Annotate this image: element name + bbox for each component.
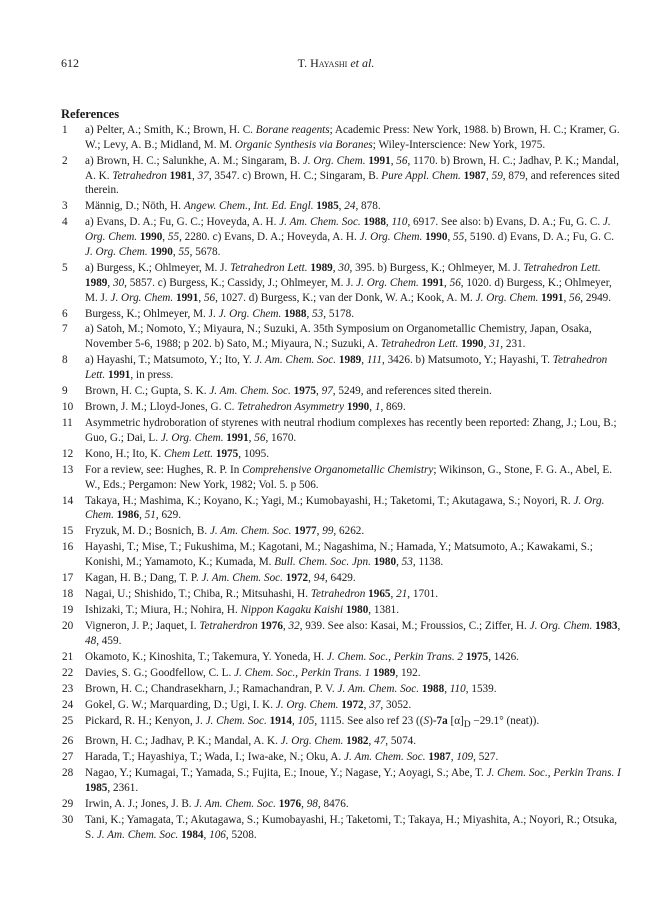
reference-item [62, 353, 622, 383]
reference-text: Asymmetric hydroboration of styrenes with neutral rhodium complexes has recently been reported: Zhang, J.; Lou, B.; Guo, G.; Dai, L. J. Org. Chem. 1991, 56, 1670. [85, 417, 617, 444]
reference-number: 26 [62, 735, 74, 747]
reference-text: a) Burgess, K.; Ohlmeyer, M. J. Tetrahedron Lett. 1989, 30, 395. b) Burgess, K.; Ohlmeyer, M. J. Tetrahedron Lett. 1989, 30, 5857. c) Burgess, K.; Cassidy, J.; Ohlmeyer, M. J. J. Org. Chem. 1991, 56, 1020. d) Burgess, K.; Ohlmeyer, M. J. J. Org. Chem. 1991, 56, 1027. d) Burgess, K.; van der Donk, W. A.; Kook, A. M. J. Org. Chem. 1991, 56, 2949. [85, 261, 612, 304]
reference-item [62, 619, 622, 649]
reference-item [62, 766, 622, 796]
reference-text: Brown, H. C.; Jadhav, P. K.; Mandal, A. K. J. Org. Chem. 1982, 47, 5074. [85, 735, 417, 747]
reference-text: Kagan, H. B.; Dang, T. P. J. Am. Chem. Soc. 1972, 94, 6429. [85, 572, 356, 585]
reference-text: a) Satoh, M.; Nomoto, Y.; Miyaura, N.; Suzuki, A. 35th Symposium on Organometallic Chemistry, Japan, Osaka, November 5-6, 1988; p 202. b) Sato, M.; Miyaura, N.; Suzuki, A. Tetrahedron Lett. 1990, 31, 231. [85, 323, 592, 351]
reference-number: 29 [62, 797, 74, 810]
reference-text: a) Pelter, A.; Smith, K.; Brown, H. C. Borane reagents; Academic Press: New York, 1988. b) Brown, H. C.; Kramer, G. W.; Levy, A. B.; Midland, M. M. Organic Synthesis via Boranes; Wiley-Interscience: New York, 1975. [85, 124, 620, 151]
reference-number: 13 [62, 463, 74, 476]
reference-item [62, 540, 622, 570]
reference-text: Tani, K.; Yamagata, T.; Akutagawa, S.; Kumobayashi, H.; Taketomi, T.; Takaya, H.; Miyashita, A.; Noyori, R.; Otsuka, S. J. Am. Chem. Soc. 1984, 106, 5208. [85, 813, 618, 841]
reference-text: Irwin, A. J.; Jones, J. B. J. Am. Chem. Soc. 1976, 98, 8476. [85, 797, 349, 810]
reference-item [62, 123, 622, 153]
reference-text: Männig, D.; Nöth, H. Angew. Chem., Int. Ed. Engl. 1985, 24, 878. [85, 200, 381, 213]
reference-item [62, 154, 622, 198]
reference-item [62, 571, 622, 586]
reference-number: 22 [62, 666, 74, 679]
reference-text: a) Brown, H. C.; Salunkhe, A. M.; Singaram, B. J. Org. Chem. 1991, 56, 1170. b) Brown, H. C.; Jadhav, P. K.; Mandal, A. K. Tetrahedron 1981, 37, 3547. c) Brown, H. C.; Singaram, B. Pure Appl. Chem. 1987, 59, 879, and references sited therein. [85, 154, 620, 197]
reference-item [62, 261, 622, 305]
reference-item [62, 813, 622, 843]
running-head-suffix: et al. [350, 56, 375, 70]
reference-number: 8 [62, 354, 68, 367]
reference-text: Fryzuk, M. D.; Bosnich, B. J. Am. Chem. Soc. 1977, 99, 6262. [85, 525, 365, 538]
reference-number: 2 [62, 154, 68, 167]
reference-number: 18 [62, 588, 74, 601]
reference-text: Nagai, U.; Shishido, T.; Chiba, R.; Mitsuhashi, H. Tetrahedron 1965, 21, 1701. [85, 588, 439, 601]
reference-text: Nagao, Y.; Kumagai, T.; Yamada, S.; Fujita, E.; Inoue, Y.; Nagase, Y.; Aoyagi, S.; Abe, T. J. Chem. Soc., Perkin Trans. I 1985, 2361. [85, 766, 621, 794]
reference-number: 21 [62, 650, 74, 663]
reference-number: 6 [62, 307, 68, 320]
reference-number: 28 [62, 766, 74, 779]
reference-item [62, 603, 622, 618]
reference-item [62, 750, 622, 765]
reference-item [62, 199, 622, 214]
reference-item [62, 682, 622, 697]
reference-item [62, 666, 622, 681]
reference-text: Harada, T.; Hayashiya, T.; Wada, I.; Iwa-ake, N.; Oku, A. J. Am. Chem. Soc. 1987, 109, 527. [85, 750, 499, 763]
reference-text: Vigneron, J. P.; Jaquet, I. Tetraherdron 1976, 32, 939. See also: Kasai, M.; Froussios, C.; Ziffer, H. J. Org. Chem. 1983, 48, 459. [85, 620, 621, 647]
reference-text: Takaya, H.; Mashima, K.; Koyano, K.; Yagi, M.; Kumobayashi, H.; Taketomi, T.; Akutagawa, S.; Noyori, R. J. Org. Chem. 1986, 51, 629. [85, 494, 605, 522]
reference-number: 25 [62, 714, 74, 727]
reference-number: 23 [62, 682, 74, 695]
reference-text: Davies, S. G.; Goodfellow, C. L. J. Chem. Soc., Perkin Trans. 1 1989, 192. [85, 666, 421, 679]
reference-item [62, 463, 622, 493]
reference-text: Pickard, R. H.; Kenyon, J. J. Chem. Soc. 1914, 105, 1115. See also ref 23 ((S)-7a $[\alpha]_D -29.1^\circ$ (neat)). [85, 714, 540, 731]
reference-number: 20 [62, 620, 74, 633]
reference-number: 10 [62, 401, 74, 414]
reference-item [62, 714, 622, 733]
reference-number: 14 [62, 494, 74, 507]
reference-number: 19 [62, 604, 74, 617]
reference-item [62, 307, 622, 322]
reference-number: 12 [62, 447, 74, 460]
reference-text: Kono, H.; Ito, K. Chem Lett. 1975, 1095. [85, 447, 269, 460]
reference-text: For a review, see: Hughes, R. P. In Comprehensive Organometallic Chemistry; Wikinson, G., Stone, F. G. A., Abel, E. W., Eds.; Pergamon: New York, 1982; Vol. 5. p 506. [85, 463, 613, 491]
reference-number: 3 [62, 200, 68, 213]
reference-item [62, 698, 622, 713]
reference-number: 9 [62, 385, 68, 398]
reference-text: a) Evans, D. A.; Fu, G. C.; Hoveyda, A. H. J. Am. Chem. Soc. 1988, 110, 6917. See also: b) Evans, D. A.; Fu, G. C. J. Org. Chem. 1990, 55, 2280. c) Evans, D. A.; Hoveyda, A. H. J. Org. Chem. 1990, 55, 5190. d) Evans, D. A.; Fu, G. C. J. Org. Chem. 1990, 55, 5678. [85, 216, 615, 258]
reference-item [62, 416, 622, 446]
reference-number: 17 [62, 572, 74, 585]
reference-number: 7 [62, 323, 68, 336]
reference-item [62, 215, 622, 259]
reference-number: 4 [62, 216, 68, 229]
page-number: 612 [61, 56, 79, 70]
reference-number: 5 [62, 261, 68, 274]
reference-number: 1 [62, 124, 68, 136]
reference-item [62, 322, 622, 352]
reference-item [62, 797, 622, 812]
reference-text: Gokel, G. W.; Marquarding, D.; Ugi, I. K. J. Org. Chem. 1972, 37, 3052. [85, 698, 412, 711]
reference-number: 27 [62, 750, 74, 763]
reference-number: 16 [62, 541, 74, 554]
reference-number: 24 [62, 698, 74, 711]
reference-item [62, 384, 622, 399]
reference-text: Brown, H. C.; Chandrasekharn, J.; Ramachandran, P. V. J. Am. Chem. Soc. 1988, 110, 1539. [85, 682, 497, 695]
reference-text: Brown, J. M.; Lloyd-Jones, G. C. Tetrahedron Asymmetry 1990, 1, 869. [85, 401, 406, 414]
reference-item [62, 400, 622, 415]
reference-text: Ishizaki, T.; Miura, H.; Nohira, H. Nippon Kagaku Kaishi 1980, 1381. [85, 604, 400, 617]
reference-number: 15 [62, 525, 74, 538]
reference-item [62, 734, 622, 749]
reference-item [62, 494, 622, 524]
reference-text: Hayashi, T.; Mise, T.; Fukushima, M.; Kagotani, M.; Nagashima, N.; Hamada, Y.; Matsumoto, A.; Kawakami, S.; Konishi, M.; Yamamoto, K.; Kumada, M. Bull. Chem. Soc. Jpn. 1980, 53, 1138. [85, 541, 593, 569]
references-heading: References [61, 107, 120, 121]
reference-text: Brown, H. C.; Gupta, S. K. J. Am. Chem. Soc. 1975, 97, 5249, and references sited therein. [85, 385, 492, 398]
reference-text: Okamoto, K.; Kinoshita, T.; Takemura, Y. Yoneda, H. J. Chem. Soc., Perkin Trans. 2 1975, 1426. [85, 650, 519, 663]
running-head-author: T. Hayashi [297, 56, 348, 70]
reference-number: 30 [62, 813, 74, 826]
reference-item [62, 524, 622, 539]
running-head [0, 56, 672, 71]
reference-number: 11 [62, 417, 73, 430]
reference-text: a) Hayashi, T.; Matsumoto, Y.; Ito, Y. J. Am. Chem. Soc. 1989, 111, 3426. b) Matsumoto, Y.; Hayashi, T. Tetrahedron Lett. 1991, in press. [85, 354, 608, 382]
reference-item [62, 447, 622, 462]
reference-item [62, 650, 622, 665]
reference-item [62, 587, 622, 602]
reference-text: Burgess, K.; Ohlmeyer, M. J. J. Org. Chem. 1988, 53, 5178. [85, 307, 354, 320]
reference-list [62, 123, 622, 844]
